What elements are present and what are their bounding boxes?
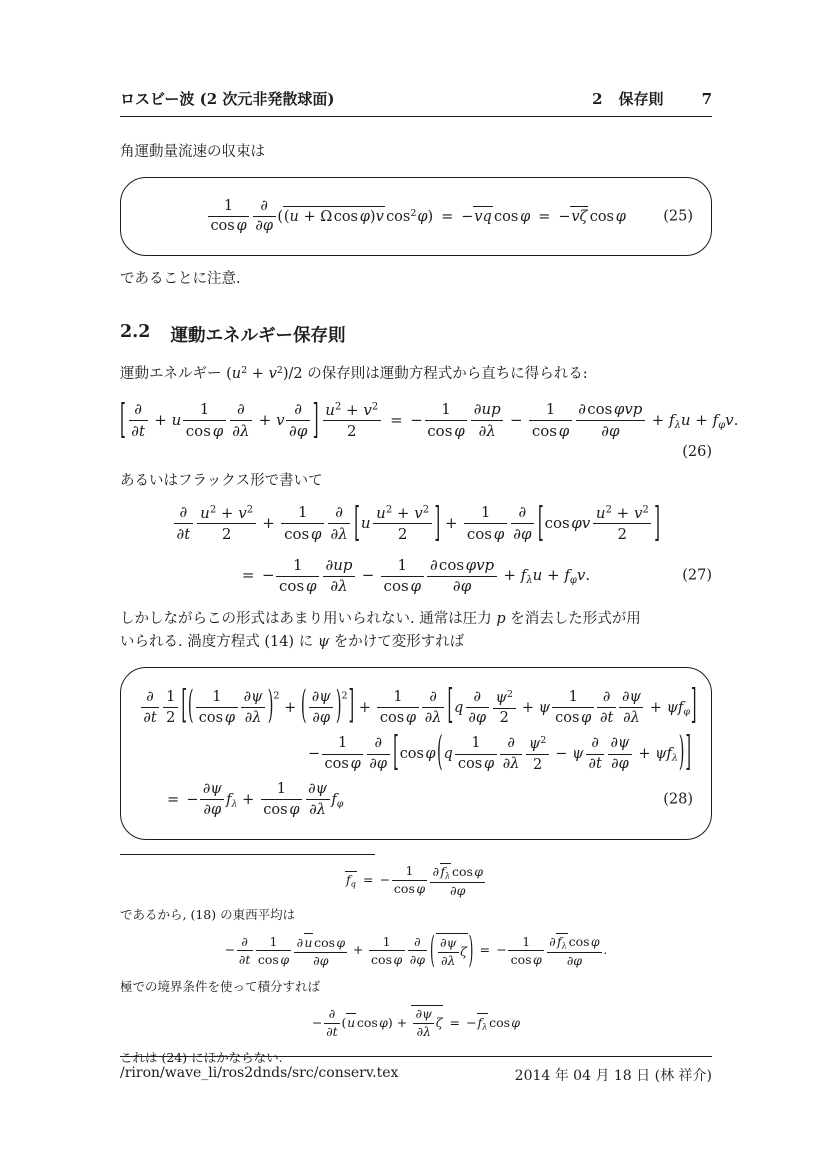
section-title: 運動エネルギー保存則 — [170, 326, 346, 347]
page-footer — [120, 1056, 712, 1085]
footer-file-path: /riron/wave_li/ros2dnds/src/conserv.tex — [120, 1065, 399, 1081]
equation-26-label: (26) — [682, 444, 712, 461]
paragraph-note: であることに注意. — [120, 271, 241, 288]
footnote-text-2: 極での境界条件を使って積分すれば — [120, 978, 321, 994]
paragraph-kinetic-energy: 運動エネルギー $(u^2 + v^2)/2$ の保存則は運動方程式から直ちに得られる: — [120, 365, 588, 383]
equation-box-25 — [120, 177, 712, 256]
footnote-equation-integrated: − $\frac{\partial}{\partial t}$ (u cosφ) + $\frac{\partial\psi}{\partial\lambda}$ ζ = −fλ cosφ — [311, 1006, 521, 1040]
footnote-equation-fq: fq = − $\frac{1}{\text{cos φ}}$ $\frac{\text{∂fλ cosφ}}{\partial\varphi}$ — [120, 863, 712, 899]
equation-27-line1: $\frac{\partial}{\partial t}$ $\frac{u^2 + v^2}{2}$ + $\frac{1}{\text{cos φ}}$ $\frac{\partial}{\partial\lambda}$ [ u $\frac{u^2 + v^2}{2}$ ] + $\frac{1}{\text{cos φ}}$ $\frac{\partial}{\partial\varphi}$ [ cos φv $\frac{u^2 + v^2}{2}$ ] — [120, 504, 712, 543]
page-content — [120, 0, 739, 1068]
equation-27-label: (27) — [682, 567, 712, 584]
section-number: 2.2 — [120, 322, 151, 343]
paragraph-pressure-2: いられる. 渦度方程式 (14) に ψ をかけて変形すれば — [120, 634, 465, 651]
header-section-title: 保存則 — [618, 90, 664, 108]
header-section-number: 2 — [592, 90, 603, 108]
footer-date-author: 2014 年 04 月 18 日 (林 祥介) — [514, 1068, 712, 1084]
equation-25: (25) $\frac{1}{\text{cos φ}}$ $\frac{\partial}{\partial\varphi}$ ((u + Ωcos φ)v $\cos^2\varphi) = -vq$ cos φ = −vζ cos φ — [139, 198, 693, 235]
header-right — [592, 88, 712, 109]
footnote-text-3: これは (24) にほかならない. — [120, 1049, 283, 1065]
equation-25-label: (25) — [663, 207, 693, 224]
header-rule — [120, 116, 712, 117]
page-header — [120, 0, 712, 109]
equation-box-28 — [120, 667, 712, 839]
equation-28-line1: $\frac{\partial}{\partial t}$ $\frac{1}{2}$ [ ( $\frac{1}{\text{cos φ}}$ $\frac{\partial\psi}{\partial\lambda}$ ) $^2$ + ( $\frac{\partial\psi}{\partial\varphi}$ ) $^2$ ] + $\frac{1}{\text{cos φ}}$ $\frac{\partial}{\partial\lambda}$ [ q $\frac{\partial}{\partial\varphi}$ $\frac{\psi^2}{2}$ + ψ $\frac{1}{\text{cos φ}}$ $\frac{\partial}{\partial t}$ $\frac{\partial\psi}{\partial\lambda}$ + ψfφ ] — [139, 688, 693, 726]
footnote-rule — [120, 854, 375, 855]
paragraph-flux-form: あるいはフラックス形で書いて — [120, 473, 323, 490]
equation-28-line3: (28) = − $\frac{\partial\psi}{\partial\varphi}$ fλ + $\frac{1}{\text{cos φ}}$ $\frac{\partial\psi}{\partial\lambda}$ fφ — [167, 781, 693, 818]
header-title: ロスビー波 (2 次元非発散球面) — [120, 90, 335, 108]
footnote-equation-zonal-mean: − $\frac{\partial}{\partial t}$ $\frac{1}{\text{cos φ}}$ $\frac{\text{∂u cosφ}}{\partial\varphi}$ + $\frac{1}{\text{cos φ}}$ $\frac{\partial}{\partial\varphi}$ ( $\frac{\partial\psi}{\partial\lambda}$ ζ ) = − $\frac{1}{\text{cos φ}}$ $\frac{\text{∂fλ cosφ}}{\partial\varphi}$ . — [224, 926, 608, 971]
equation-28-label: (28) — [663, 791, 693, 808]
equation-26: [ $\frac{\partial}{\partial t}$ + u $\frac{1}{\text{cos φ}}$ $\frac{\partial}{\partial\lambda}$ + v $\frac{\partial}{\partial\varphi}$ ] $\frac{u^2 + v^2}{2}$ = − $\frac{1}{\text{cos φ}}$ $\frac{\partial up}{\partial\lambda}$ − $\frac{1}{\text{cos φ}}$ $\frac{\text{∂cos φvp}}{\partial\varphi}$ + fλu + fφv. — [120, 395, 739, 444]
equation-28-line2: − $\frac{1}{\text{cos φ}}$ $\frac{\partial}{\partial\varphi}$ [ cosφ ( q $\frac{1}{\text{cos φ}}$ $\frac{\partial}{\partial\lambda}$ $\frac{\psi^2}{2}$ − ψ $\frac{\partial}{\partial t}$ $\frac{\partial\psi}{\partial\varphi}$ + ψfλ ) ] — [308, 731, 691, 776]
header-page-number: 7 — [701, 90, 712, 108]
section-heading — [120, 322, 712, 347]
paragraph-pressure-1: しかしながらこの形式はあまり用いられない. 通常は圧力 p を消去した形式が用 — [120, 610, 641, 627]
footnote-text-1: であるから, (18) の東西平均は — [120, 906, 296, 922]
equation-27-line2: (27) = − $\frac{1}{\text{cos φ}}$ $\frac{\partial up}{\partial\lambda}$ − $\frac{1}{\text{cos φ}}$ $\frac{\text{∂cos φvp}}{\partial\varphi}$ + fλu + fφv. — [241, 556, 712, 596]
paragraph-intro: 角運動量流速の収束は — [120, 144, 265, 160]
